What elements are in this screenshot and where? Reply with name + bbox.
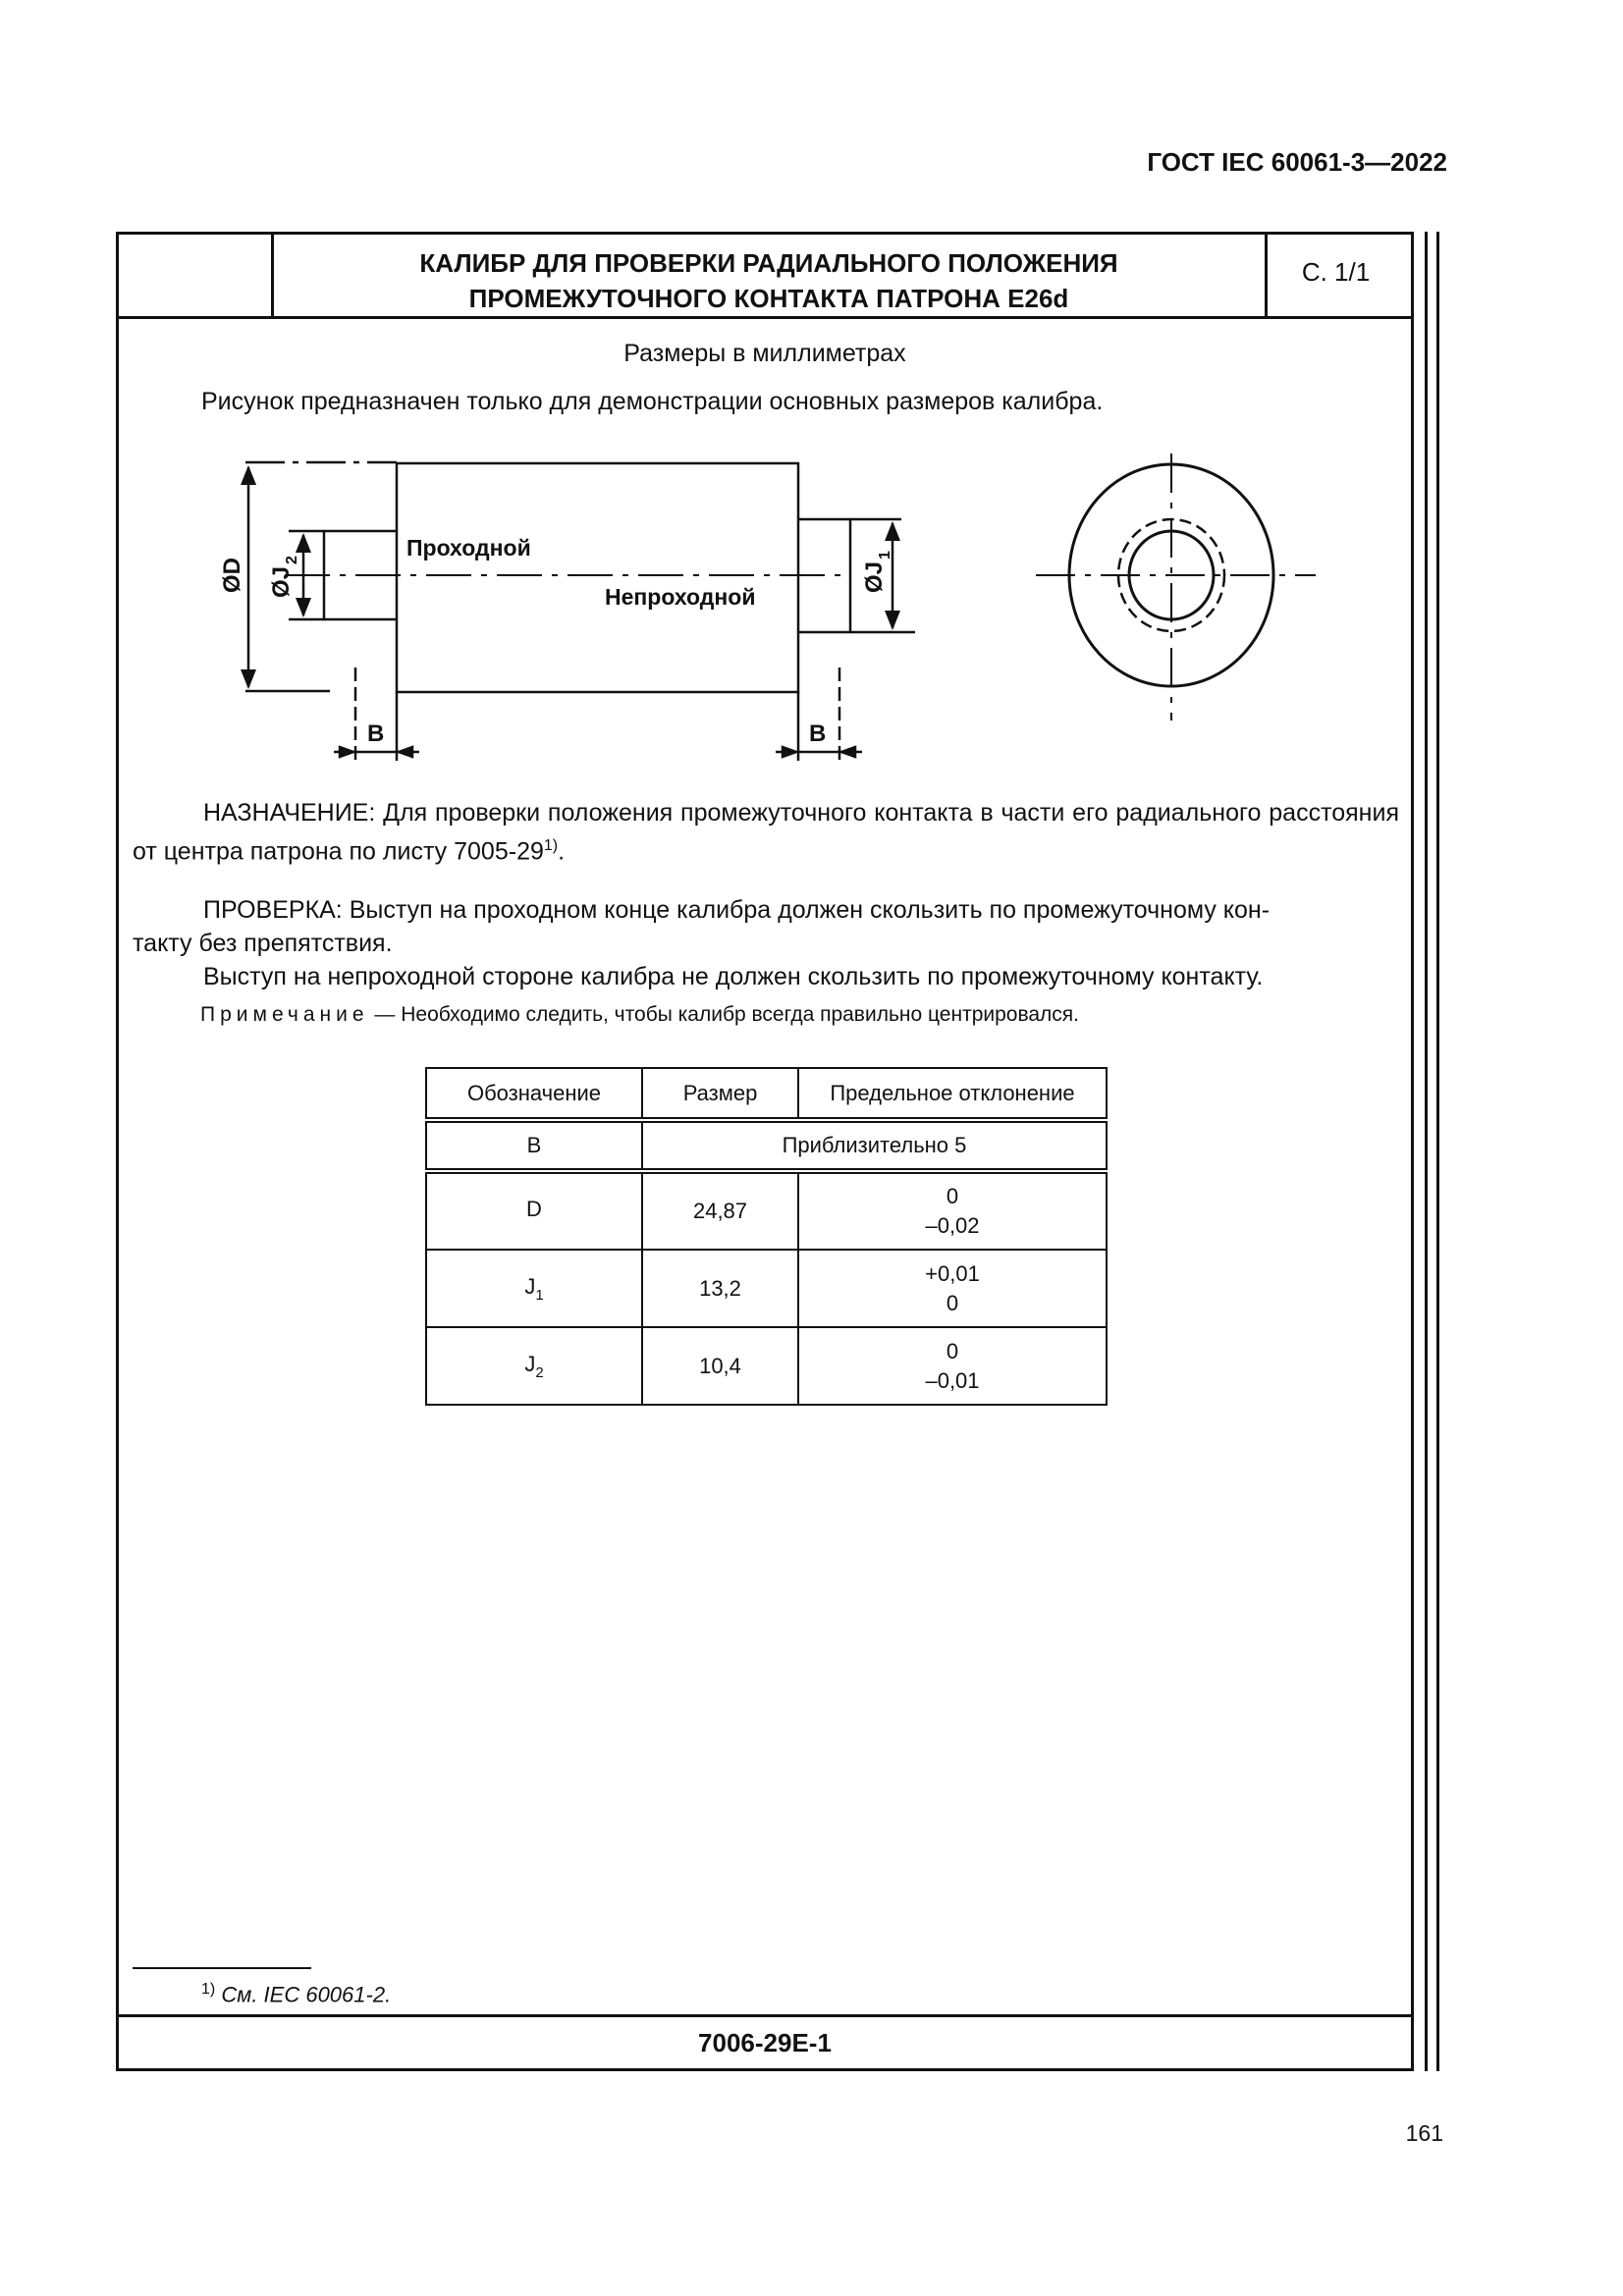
note-label: Примечание — [200, 1003, 369, 1026]
check-line-1a: ПРОВЕРКА: Выступ на проходном конце калибра должен скользить по промежуточному кон- — [203, 896, 1271, 924]
label-d: ØD — [219, 558, 245, 593]
cell-designation: $J_1$ — [426, 1250, 642, 1327]
check-paragraph-a — [133, 893, 1399, 927]
header-designation: Обозначение — [426, 1068, 642, 1120]
cell-size: 13,2 — [642, 1250, 798, 1327]
gauge-body — [397, 463, 798, 692]
label-j1-sub: 1 — [877, 551, 893, 560]
footnote-marker: 1) — [201, 1981, 216, 1998]
header-deviation: Предельное отклонение — [798, 1068, 1107, 1120]
title-line-2: ПРОМЕЖУТОЧНОГО КОНТАКТА ПАТРОНА E26d — [468, 284, 1069, 313]
label-b-right: B — [809, 721, 827, 747]
footnote-text: См. IEC 60061-2. — [221, 1982, 392, 2007]
note-text: — Необходимо следить, чтобы калибр всегда правильно центрировался. — [368, 1003, 1080, 1026]
label-j2-sub: 2 — [284, 556, 300, 564]
gauge-drawing — [0, 0, 1623, 785]
purpose-end: . — [558, 837, 566, 866]
table-row — [426, 1250, 1107, 1327]
cell-designation: B — [426, 1120, 642, 1171]
check-paragraph-c — [203, 960, 1401, 993]
label-b-left: B — [367, 721, 385, 747]
cell-size: Приблизительно 5 — [642, 1120, 1107, 1171]
table-header-row — [426, 1068, 1107, 1120]
label-go: Проходной — [406, 535, 531, 561]
title-line-1: КАЛИБР ДЛЯ ПРОВЕРКИ РАДИАЛЬНОГО ПОЛОЖЕНИЯ — [419, 248, 1118, 278]
cell-size: 10,4 — [642, 1327, 798, 1405]
label-j1: ØJ — [861, 561, 888, 593]
purpose-paragraph — [133, 796, 1399, 868]
table-row — [426, 1327, 1107, 1405]
sheet-number: С. 1/1 — [1301, 257, 1371, 287]
purpose-text: НАЗНАЧЕНИЕ: Для проверки положения промежуточного контакта в части его радиального расстояния от центра патрона по листу 7005-29 — [133, 799, 1399, 866]
table-row — [426, 1120, 1107, 1171]
sheet-code: 7006-29E-1 — [698, 2028, 832, 2057]
dimensions-note: Размеры в миллиметрах — [623, 340, 906, 367]
check-line-2: Выступ на непроходной стороне калибра не должен скользить по промежуточному контакту. — [203, 963, 1264, 990]
bottom-block-rule — [116, 2014, 1414, 2017]
page-number: 161 — [1405, 2120, 1443, 2146]
cell-size: 24,87 — [642, 1171, 798, 1250]
check-paragraph-b — [133, 927, 1399, 960]
document-code: ГОСТ IEC 60061-3—2022 — [1147, 147, 1447, 177]
footnote-ref: 1) — [543, 837, 559, 854]
table-row — [426, 1171, 1107, 1250]
figure-note: Рисунок предназначен только для демонстрации основных размеров калибра. — [201, 388, 1104, 415]
dimensions-table — [425, 1067, 1108, 1406]
header-size: Размер — [642, 1068, 798, 1120]
note — [200, 1003, 1079, 1027]
label-nogo: Непроходной — [605, 584, 756, 610]
footnote-rule — [133, 1967, 311, 1969]
cell-deviation: 0 –0,02 — [798, 1171, 1107, 1250]
label-j2: ØJ — [268, 565, 295, 598]
cell-designation: $J_2$ — [426, 1327, 642, 1405]
cell-deviation: 0 –0,01 — [798, 1327, 1107, 1405]
cell-deviation: +0,01 0 — [798, 1250, 1107, 1327]
cell-designation: D — [426, 1171, 642, 1250]
footnote — [201, 1981, 391, 2007]
check-line-1b: такту без препятствия. — [133, 930, 393, 957]
